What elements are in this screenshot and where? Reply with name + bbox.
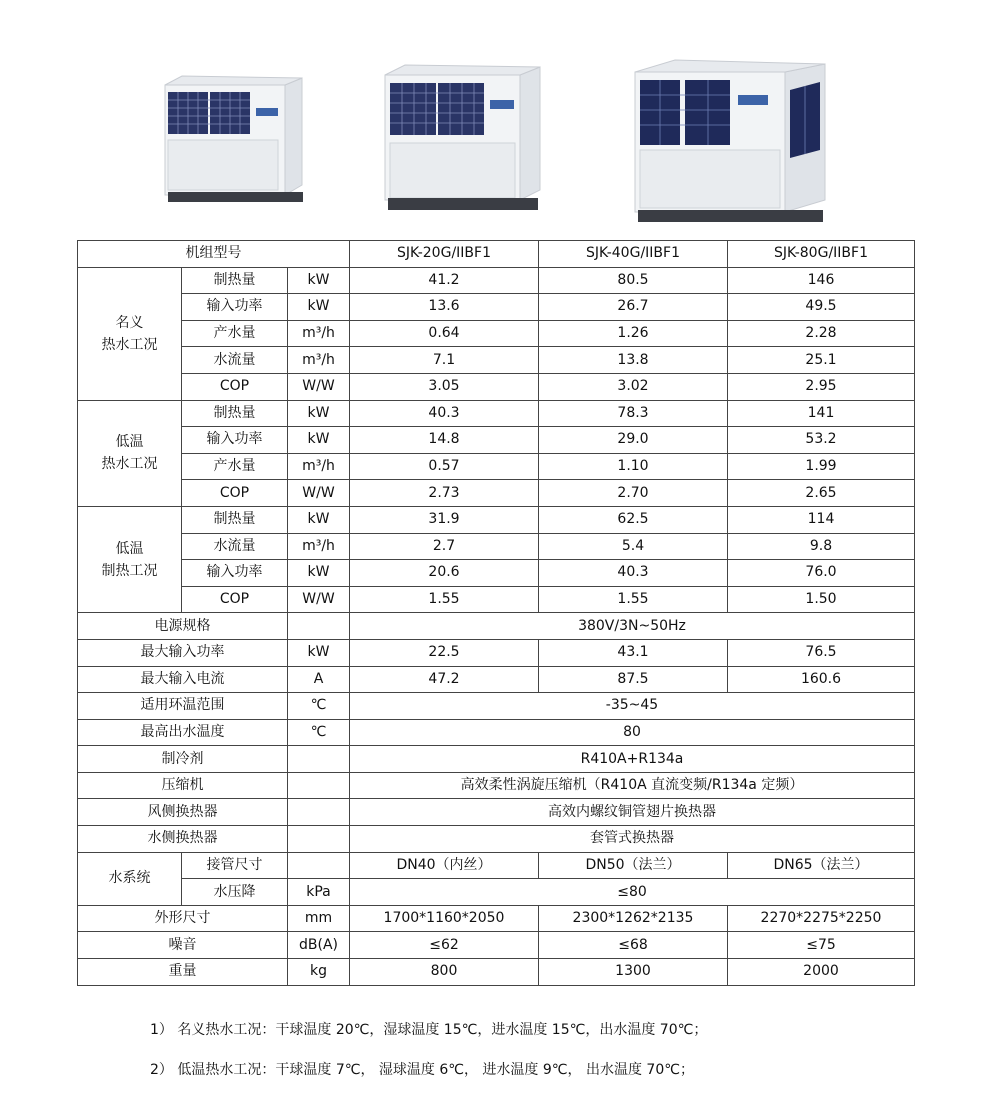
product-images [0, 0, 990, 240]
cell-value: 14.8 [350, 427, 539, 454]
cell-value: 高效内螺纹铜管翅片换热器 [350, 799, 915, 826]
param-label: 制热量 [182, 400, 288, 427]
param-label: 电源规格 [78, 613, 288, 640]
table-row [78, 746, 915, 773]
unit-label: W/W [288, 373, 350, 400]
unit-label: m³/h [288, 533, 350, 560]
table-row [78, 959, 915, 986]
footnote-text: 低温热水工况：干球温度 7℃， 湿球温度 6℃， 进水温度 9℃， 出水温度 70℃； [177, 1062, 694, 1078]
header-label: 机组型号 [78, 241, 350, 268]
param-label: COP [182, 373, 288, 400]
unit-label: kW [288, 427, 350, 454]
cell-value: 1.10 [539, 453, 728, 480]
param-label: 水侧换热器 [78, 826, 288, 853]
unit-label [288, 613, 350, 640]
table-row [78, 693, 915, 720]
table-row [78, 320, 915, 347]
cell-value: 40.3 [539, 560, 728, 587]
cell-value: 1.55 [539, 586, 728, 613]
cell-value: 53.2 [728, 427, 915, 454]
cell-value: 9.8 [728, 533, 915, 560]
table-row [78, 533, 915, 560]
param-label: 水流量 [182, 347, 288, 374]
table-row [78, 639, 915, 666]
unit-label: kW [288, 560, 350, 587]
group-lowtemp-water [78, 400, 182, 506]
unit-label: W/W [288, 586, 350, 613]
unit-label: W/W [288, 480, 350, 507]
footnote-text: 名义热水工况：干球温度 20℃，湿球温度 15℃，进水温度 15℃，出水温度 70℃； [177, 1022, 708, 1038]
unit-image-small [160, 70, 310, 220]
cell-value: 25.1 [728, 347, 915, 374]
cell-value: 141 [728, 400, 915, 427]
unit-label: m³/h [288, 347, 350, 374]
group-label: 热水工况 [101, 456, 158, 473]
group-nominal [78, 267, 182, 400]
cell-value: 78.3 [539, 400, 728, 427]
footnote [150, 1059, 694, 1079]
cell-value: 2.73 [350, 480, 539, 507]
cell-value: 13.8 [539, 347, 728, 374]
table-row [78, 560, 915, 587]
footnote-number: 1） [150, 1022, 173, 1038]
cell-value: 3.05 [350, 373, 539, 400]
cell-value: 高效柔性涡旋压缩机（R410A 直流变频/R134a 定频） [350, 772, 915, 799]
cell-value: 1700*1160*2050 [350, 905, 539, 932]
table-row [78, 267, 915, 294]
cell-value: 160.6 [728, 666, 915, 693]
table-row [78, 826, 915, 853]
cell-value: 47.2 [350, 666, 539, 693]
group-label: 低温 [115, 540, 144, 557]
table-row [78, 480, 915, 507]
unit-image-medium [380, 55, 550, 225]
table-row [78, 427, 915, 454]
cell-value: R410A+R134a [350, 746, 915, 773]
param-label: 最高出水温度 [78, 719, 288, 746]
unit-label [288, 772, 350, 799]
param-label: 最大输入功率 [78, 639, 288, 666]
cell-value: 80.5 [539, 267, 728, 294]
cell-value: 13.6 [350, 294, 539, 321]
table-row [78, 453, 915, 480]
cell-value: 146 [728, 267, 915, 294]
cell-value: 62.5 [539, 506, 728, 533]
unit-label: ℃ [288, 719, 350, 746]
cell-value: -35~45 [350, 693, 915, 720]
cell-value: 20.6 [350, 560, 539, 587]
cell-value: 76.5 [728, 639, 915, 666]
unit-label [288, 852, 350, 879]
group-label: 热水工况 [101, 336, 158, 353]
cell-value: 2.95 [728, 373, 915, 400]
cell-value: 2000 [728, 959, 915, 986]
unit-label [288, 826, 350, 853]
table-row [78, 879, 915, 906]
param-label: 制热量 [182, 267, 288, 294]
table-row [78, 666, 915, 693]
footnote-number: 2） [150, 1062, 173, 1078]
cell-value: 0.57 [350, 453, 539, 480]
param-label: 压缩机 [78, 772, 288, 799]
cell-value: 800 [350, 959, 539, 986]
cell-value: 1.55 [350, 586, 539, 613]
cell-value: 76.0 [728, 560, 915, 587]
unit-label: A [288, 666, 350, 693]
spec-table [77, 240, 915, 986]
cell-value: 2300*1262*2135 [539, 905, 728, 932]
param-label: 适用环温范围 [78, 693, 288, 720]
param-label: 风侧换热器 [78, 799, 288, 826]
cell-value: 380V/3N~50Hz [350, 613, 915, 640]
footnote [150, 1019, 707, 1039]
table-row [78, 799, 915, 826]
table-row [78, 905, 915, 932]
param-label: 最大输入电流 [78, 666, 288, 693]
cell-value: DN40（内丝） [350, 852, 539, 879]
unit-label: dB(A) [288, 932, 350, 959]
param-label: 水流量 [182, 533, 288, 560]
cell-value: ≤75 [728, 932, 915, 959]
param-label: 接管尺寸 [182, 852, 288, 879]
table-row [78, 347, 915, 374]
cell-value: 1.26 [539, 320, 728, 347]
table-row [78, 613, 915, 640]
cell-value: 1.50 [728, 586, 915, 613]
table-row [78, 719, 915, 746]
cell-value: 49.5 [728, 294, 915, 321]
unit-label: kW [288, 294, 350, 321]
cell-value: 87.5 [539, 666, 728, 693]
table-row [78, 586, 915, 613]
group-label: 制热工况 [101, 562, 158, 579]
cell-value: ≤62 [350, 932, 539, 959]
cell-value: DN50（法兰） [539, 852, 728, 879]
cell-value: 40.3 [350, 400, 539, 427]
table-row [78, 932, 915, 959]
cell-value: 80 [350, 719, 915, 746]
unit-label: kW [288, 639, 350, 666]
cell-value: 套管式换热器 [350, 826, 915, 853]
group-lowtemp-heat [78, 506, 182, 612]
cell-value: 43.1 [539, 639, 728, 666]
unit-label: mm [288, 905, 350, 932]
cell-value: 22.5 [350, 639, 539, 666]
table-row [78, 772, 915, 799]
param-label: 制热量 [182, 506, 288, 533]
cell-value: 2.28 [728, 320, 915, 347]
cell-value: ≤68 [539, 932, 728, 959]
cell-value: 3.02 [539, 373, 728, 400]
param-label: COP [182, 586, 288, 613]
cell-value: 26.7 [539, 294, 728, 321]
unit-label [288, 746, 350, 773]
unit-label: kg [288, 959, 350, 986]
cell-value: DN65（法兰） [728, 852, 915, 879]
cell-value: 5.4 [539, 533, 728, 560]
group-water-system: 水系统 [78, 852, 182, 905]
param-label: 产水量 [182, 453, 288, 480]
param-label: 重量 [78, 959, 288, 986]
param-label: 制冷剂 [78, 746, 288, 773]
unit-label: kW [288, 400, 350, 427]
unit-label: m³/h [288, 320, 350, 347]
cell-value: 114 [728, 506, 915, 533]
table-row [78, 373, 915, 400]
cell-value: 2270*2275*2250 [728, 905, 915, 932]
table-row [78, 400, 915, 427]
cell-value: 2.7 [350, 533, 539, 560]
unit-label: m³/h [288, 453, 350, 480]
unit-label: kW [288, 506, 350, 533]
cell-value: 31.9 [350, 506, 539, 533]
model-name: SJK-20G/IIBF1 [350, 241, 539, 268]
param-label: 外形尺寸 [78, 905, 288, 932]
table-header-row [78, 241, 915, 268]
cell-value: 29.0 [539, 427, 728, 454]
param-label: 输入功率 [182, 560, 288, 587]
param-label: 水压降 [182, 879, 288, 906]
param-label: 输入功率 [182, 427, 288, 454]
cell-value: 2.70 [539, 480, 728, 507]
unit-label: kW [288, 267, 350, 294]
param-label: 输入功率 [182, 294, 288, 321]
group-label: 低温 [115, 434, 144, 451]
cell-value: 7.1 [350, 347, 539, 374]
cell-value: 41.2 [350, 267, 539, 294]
param-label: 产水量 [182, 320, 288, 347]
param-label: COP [182, 480, 288, 507]
unit-image-large [630, 50, 830, 240]
cell-value: 2.65 [728, 480, 915, 507]
cell-value: ≤80 [350, 879, 915, 906]
unit-label [288, 799, 350, 826]
table-row [78, 294, 915, 321]
model-name: SJK-80G/IIBF1 [728, 241, 915, 268]
unit-label: kPa [288, 879, 350, 906]
table-row [78, 852, 915, 879]
model-name: SJK-40G/IIBF1 [539, 241, 728, 268]
param-label: 噪音 [78, 932, 288, 959]
group-label: 名义 [115, 314, 144, 331]
cell-value: 1.99 [728, 453, 915, 480]
cell-value: 1300 [539, 959, 728, 986]
table-row [78, 506, 915, 533]
unit-label: ℃ [288, 693, 350, 720]
cell-value: 0.64 [350, 320, 539, 347]
